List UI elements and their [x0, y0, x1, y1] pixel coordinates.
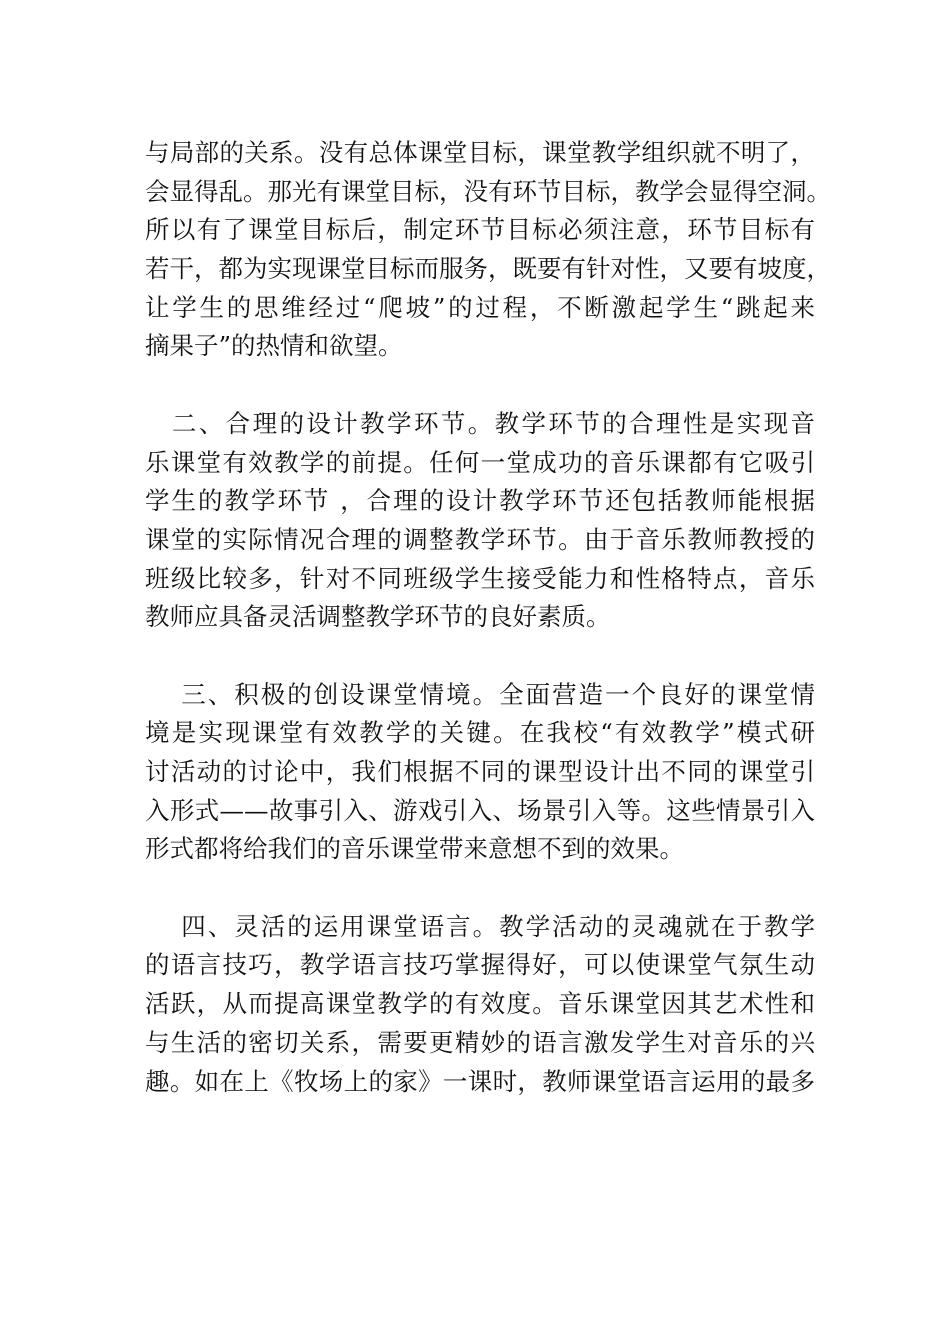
- text-line: 课堂的实际情况合理的调整教学环节。由于音乐教师教授的: [145, 524, 815, 554]
- text-line: 与局部的关系。没有总体课堂目标，课堂教学组织就不明了，: [145, 138, 815, 167]
- paragraph-2: [145, 405, 815, 637]
- text-line: 境是实现课堂有效教学的关键。在我校“有效教学”模式研: [145, 718, 815, 748]
- text-line: 四、灵活的运用课堂语言。教学活动的灵魂就在于教学: [145, 911, 815, 941]
- text-line: 的语言技巧，教学语言技巧掌握得好，可以使课堂气氛生动: [145, 950, 815, 980]
- text-line: 二、合理的设计教学环节。教学环节的合理性是实现音: [145, 408, 815, 438]
- text-line: 讨活动的讨论中，我们根据不同的课型设计出不同的课堂引: [145, 757, 815, 786]
- text-line: 学生的教学环节 ，合理的设计教学环节还包括教师能根据: [145, 486, 815, 516]
- text-line: 摘果子”的热情和欲望。: [145, 331, 403, 361]
- text-line: 与生活的密切关系，需要更精妙的语言激发学生对音乐的兴: [145, 1027, 815, 1057]
- paragraph-spacer: [145, 637, 815, 676]
- paragraph-4: [145, 908, 815, 1101]
- text-line: 让学生的思维经过“爬坡”的过程，不断激起学生“跳起来: [145, 292, 815, 322]
- body-text: [145, 134, 831, 1101]
- text-line: 形式都将给我们的音乐课堂带来意想不到的效果。: [145, 834, 684, 864]
- text-line: 所以有了课堂目标后，制定环节目标必须注意，环节目标有: [145, 215, 815, 245]
- text-line: 教师应具备灵活调整教学环节的良好素质。: [145, 602, 611, 632]
- text-line: 班级比较多，针对不同班级学生接受能力和性格特点，音乐: [145, 563, 815, 593]
- paragraph-spacer: [145, 869, 815, 908]
- paragraph-1: [145, 134, 831, 366]
- text-line: 会显得乱。那光有课堂目标，没有环节目标，教学会显得空洞。: [145, 176, 831, 206]
- paragraph-3: [145, 676, 815, 869]
- text-line: 活跃，从而提高课堂教学的有效度。音乐课堂因其艺术性和: [145, 989, 815, 1019]
- text-line: 三、积极的创设课堂情境。全面营造一个良好的课堂情: [145, 679, 815, 709]
- text-line: 若干，都为实现课堂目标而服务，既要有针对性，又要有坡度，: [145, 254, 831, 284]
- paragraph-spacer: [145, 366, 815, 405]
- text-line: 入形式——故事引入、游戏引入、场景引入等。这些情景引入: [145, 795, 815, 825]
- text-line: 趣。如在上《牧场上的家》一课时，教师课堂语言运用的最多: [145, 1066, 815, 1096]
- text-line: 乐课堂有效教学的前提。任何一堂成功的音乐课都有它吸引: [145, 447, 815, 477]
